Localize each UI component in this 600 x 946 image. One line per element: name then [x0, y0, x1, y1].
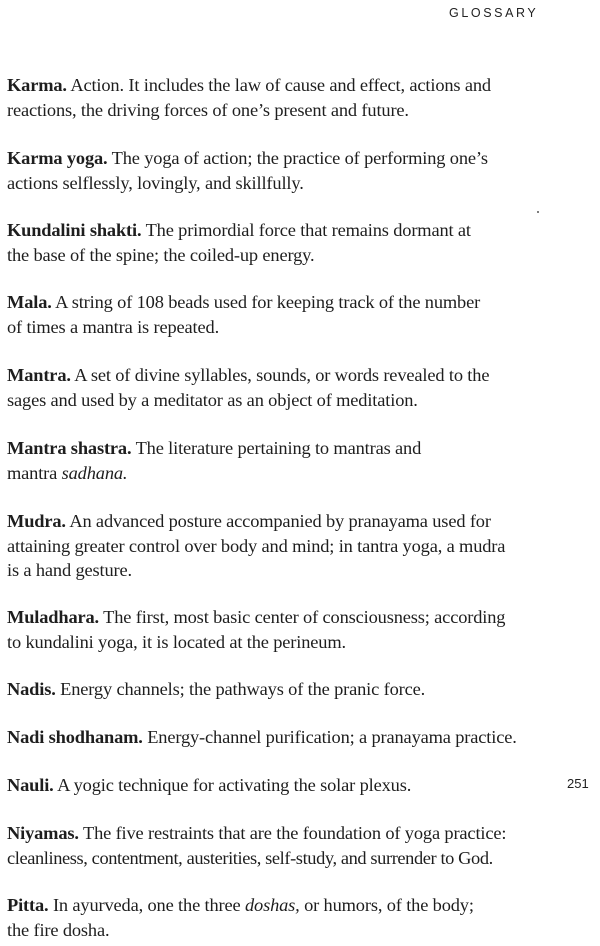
glossary-entry-pitta	[7, 893, 474, 942]
glossary-entry-mantra-shastra	[7, 436, 421, 485]
entry-term: Nadi shodhanam.	[7, 727, 143, 747]
entry-term: Mantra.	[7, 365, 71, 385]
entry-definition-line: the fire dosha.	[7, 919, 110, 940]
glossary-entry-kundalini-shakti	[7, 218, 471, 267]
entry-definition-line: actions selflessly, lovingly, and skillfully.	[7, 172, 304, 193]
glossary-entry-karma-yoga	[7, 146, 488, 195]
entry-definition-line: Energy channels; the pathways of the pranic force.	[60, 679, 426, 699]
entry-definition-italic: sadhana.	[61, 462, 128, 483]
entry-definition-line: In ayurveda, one the three	[52, 895, 241, 915]
entry-term: Nauli.	[7, 775, 54, 795]
entry-definition-line: The literature pertaining to mantras and	[135, 438, 422, 458]
glossary-entry-muladhara	[7, 605, 505, 654]
glossary-entry-nauli	[7, 773, 411, 798]
entry-definition-line: or humors, of the body;	[304, 895, 474, 915]
entry-definition-line: Energy-channel purification; a pranayama practice.	[147, 727, 517, 747]
running-head: GLOSSARY	[449, 6, 539, 20]
entry-definition-line: A set of divine syllables, sounds, or words revealed to the	[74, 365, 490, 385]
stray-print-mark	[537, 211, 539, 213]
entry-definition-line: mantra	[7, 462, 58, 483]
entry-definition-line: sages and used by a meditator as an object of meditation.	[7, 389, 418, 410]
entry-definition-line: the base of the spine; the coiled-up energy.	[7, 244, 315, 265]
glossary-entry-mala	[7, 290, 480, 339]
entry-definition-line: cleanliness, contentment, austerities, self-study, and surrender to God.	[7, 847, 493, 868]
entry-term: Kundalini shakti.	[7, 220, 142, 240]
glossary-entry-niyamas	[7, 821, 506, 870]
entry-definition-line: Action. It includes the law of cause and effect, actions and	[70, 75, 491, 95]
entry-definition-line: The primordial force that remains dormant at	[145, 220, 471, 240]
entry-definition-line: An advanced posture accompanied by pranayama used for	[69, 511, 491, 531]
entry-term: Mantra shastra.	[7, 438, 132, 458]
entry-definition-line: is a hand gesture.	[7, 560, 132, 580]
entry-definition-line: A yogic technique for activating the solar plexus.	[57, 775, 412, 795]
entry-definition-line: to kundalini yoga, it is located at the perineum.	[7, 631, 346, 652]
entry-term: Karma.	[7, 75, 67, 95]
entry-term: Nadis.	[7, 679, 56, 699]
glossary-entry-mantra	[7, 363, 489, 412]
entry-term: Niyamas.	[7, 823, 79, 843]
entry-definition-line: The yoga of action; the practice of performing one’s	[111, 148, 488, 168]
entry-definition-line: reactions, the driving forces of one’s present and future.	[7, 99, 409, 120]
glossary-entry-mudra	[7, 509, 505, 583]
glossary-entry-nadi-shodhanam	[7, 725, 517, 750]
entry-term: Karma yoga.	[7, 148, 108, 168]
entry-definition-line: The five restraints that are the foundation of yoga practice:	[82, 823, 507, 843]
glossary-entry-karma	[7, 73, 491, 122]
entry-term: Muladhara.	[7, 607, 99, 627]
entry-term: Pitta.	[7, 895, 49, 915]
page-number: 251	[567, 776, 589, 791]
entry-definition-line: of times a mantra is repeated.	[7, 316, 220, 337]
entry-definition-italic: doshas,	[244, 895, 300, 915]
entry-term: Mala.	[7, 292, 52, 312]
entry-definition-line: A string of 108 beads used for keeping track of the number	[55, 292, 481, 312]
entry-term: Mudra.	[7, 511, 66, 531]
glossary-entry-nadis	[7, 677, 425, 702]
entry-definition-line: The first, most basic center of consciousness; according	[103, 607, 506, 627]
entry-definition-line: attaining greater control over body and mind; in tantra yoga, a mudra	[7, 535, 506, 556]
